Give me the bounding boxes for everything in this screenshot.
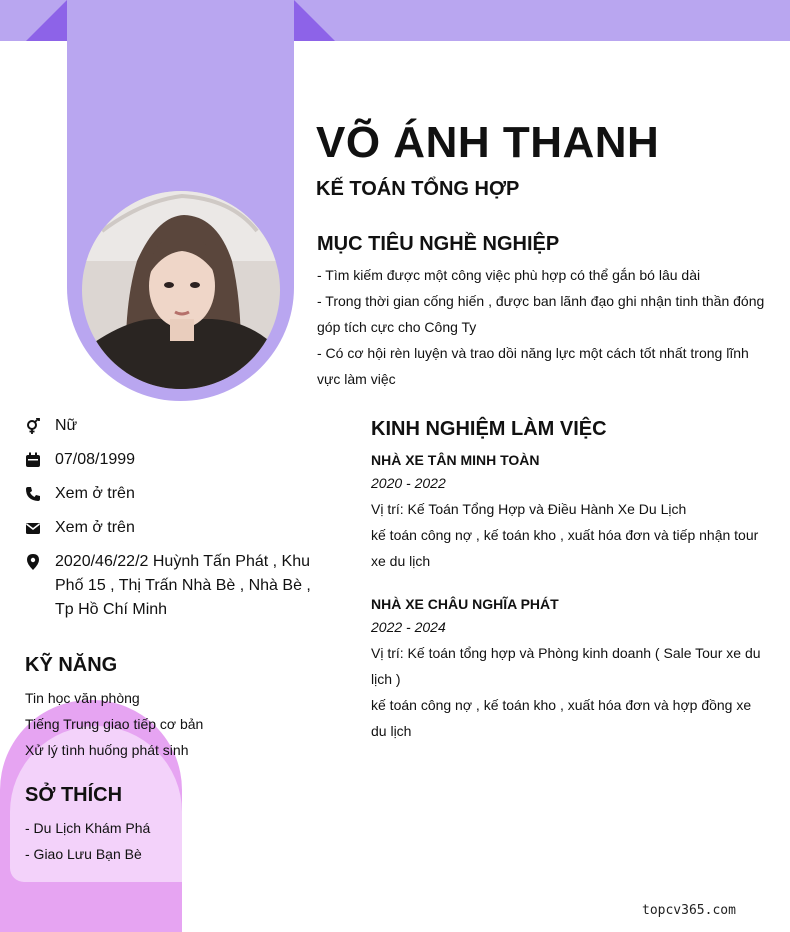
list-item: Tin học văn phòng bbox=[25, 690, 140, 706]
skills-heading: KỸ NĂNG bbox=[25, 654, 118, 676]
job-title: KẾ TOÁN TỔNG HỢP bbox=[316, 178, 520, 200]
job-description: kế toán công nợ , kế toán kho , xuất hóa đơn và hợp đồng xe du lịch bbox=[371, 697, 752, 739]
hobbies-list bbox=[25, 815, 150, 867]
phone-icon bbox=[25, 482, 55, 506]
candidate-name: VÕ ÁNH THANH bbox=[316, 118, 660, 167]
dob-value: 07/08/1999 bbox=[55, 451, 136, 468]
address-row bbox=[25, 550, 330, 622]
hobbies-heading: SỞ THÍCH bbox=[25, 784, 123, 806]
watermark: topcv365.com bbox=[642, 903, 736, 918]
email-value: Xem ở trên bbox=[55, 519, 135, 536]
list-item: - Du Lịch Khám Phá bbox=[25, 820, 151, 836]
corner-triangle-left bbox=[26, 0, 67, 41]
gender-value: Nữ bbox=[55, 417, 78, 434]
list-item: Xử lý tình huống phát sinh bbox=[25, 742, 189, 758]
objective-list bbox=[317, 262, 767, 392]
job-period: 2020 - 2022 bbox=[371, 475, 446, 491]
avatar-photo bbox=[82, 191, 280, 389]
corner-triangle-right bbox=[294, 0, 335, 41]
experience-entry bbox=[371, 594, 761, 744]
location-icon bbox=[25, 550, 55, 574]
objective-heading: MỤC TIÊU NGHỀ NGHIỆP bbox=[317, 233, 560, 255]
list-item: - Trong thời gian cống hiến , được ban lãnh đạo ghi nhận tinh thần đóng góp tích cực cho Công Ty bbox=[317, 293, 765, 335]
email-row bbox=[25, 516, 330, 540]
gender-icon bbox=[25, 414, 55, 438]
gender-row bbox=[25, 414, 330, 438]
company-name: NHÀ XE CHÂU NGHĨA PHÁT bbox=[371, 596, 559, 612]
job-description: kế toán công nợ , kế toán kho , xuất hóa đơn và tiếp nhận tour xe du lịch bbox=[371, 527, 759, 569]
experience-entry bbox=[371, 450, 761, 574]
job-period: 2022 - 2024 bbox=[371, 619, 446, 635]
skills-list bbox=[25, 685, 203, 763]
address-value: 2020/46/22/2 Huỳnh Tấn Phát , Khu Phố 15 , Thị Trấn Nhà Bè , Nhà Bè , Tp Hồ Chí Minh bbox=[55, 553, 311, 618]
job-role: Vị trí: Kế toán tổng hợp và Phòng kinh doanh ( Sale Tour xe du lịch ) bbox=[371, 645, 761, 687]
experience-list bbox=[371, 450, 761, 744]
calendar-icon bbox=[25, 448, 55, 472]
company-name: NHÀ XE TÂN MINH TOÀN bbox=[371, 452, 540, 468]
email-icon bbox=[25, 516, 55, 540]
dob-row bbox=[25, 448, 330, 472]
phone-value: Xem ở trên bbox=[55, 485, 135, 502]
list-item: Tiếng Trung giao tiếp cơ bản bbox=[25, 716, 204, 732]
list-item: - Tìm kiếm được một công việc phù hợp có thể gắn bó lâu dài bbox=[317, 267, 701, 283]
list-item: - Giao Lưu Bạn Bè bbox=[25, 846, 142, 862]
contact-info bbox=[25, 414, 330, 632]
phone-row bbox=[25, 482, 330, 506]
list-item: - Có cơ hội rèn luyện và trao dồi năng lực một cách tốt nhất trong lĩnh vực làm việc bbox=[317, 345, 749, 387]
experience-heading: KINH NGHIỆM LÀM VIỆC bbox=[371, 418, 607, 440]
job-role: Vị trí: Kế Toán Tổng Hợp và Điều Hành Xe Du Lịch bbox=[371, 501, 687, 517]
